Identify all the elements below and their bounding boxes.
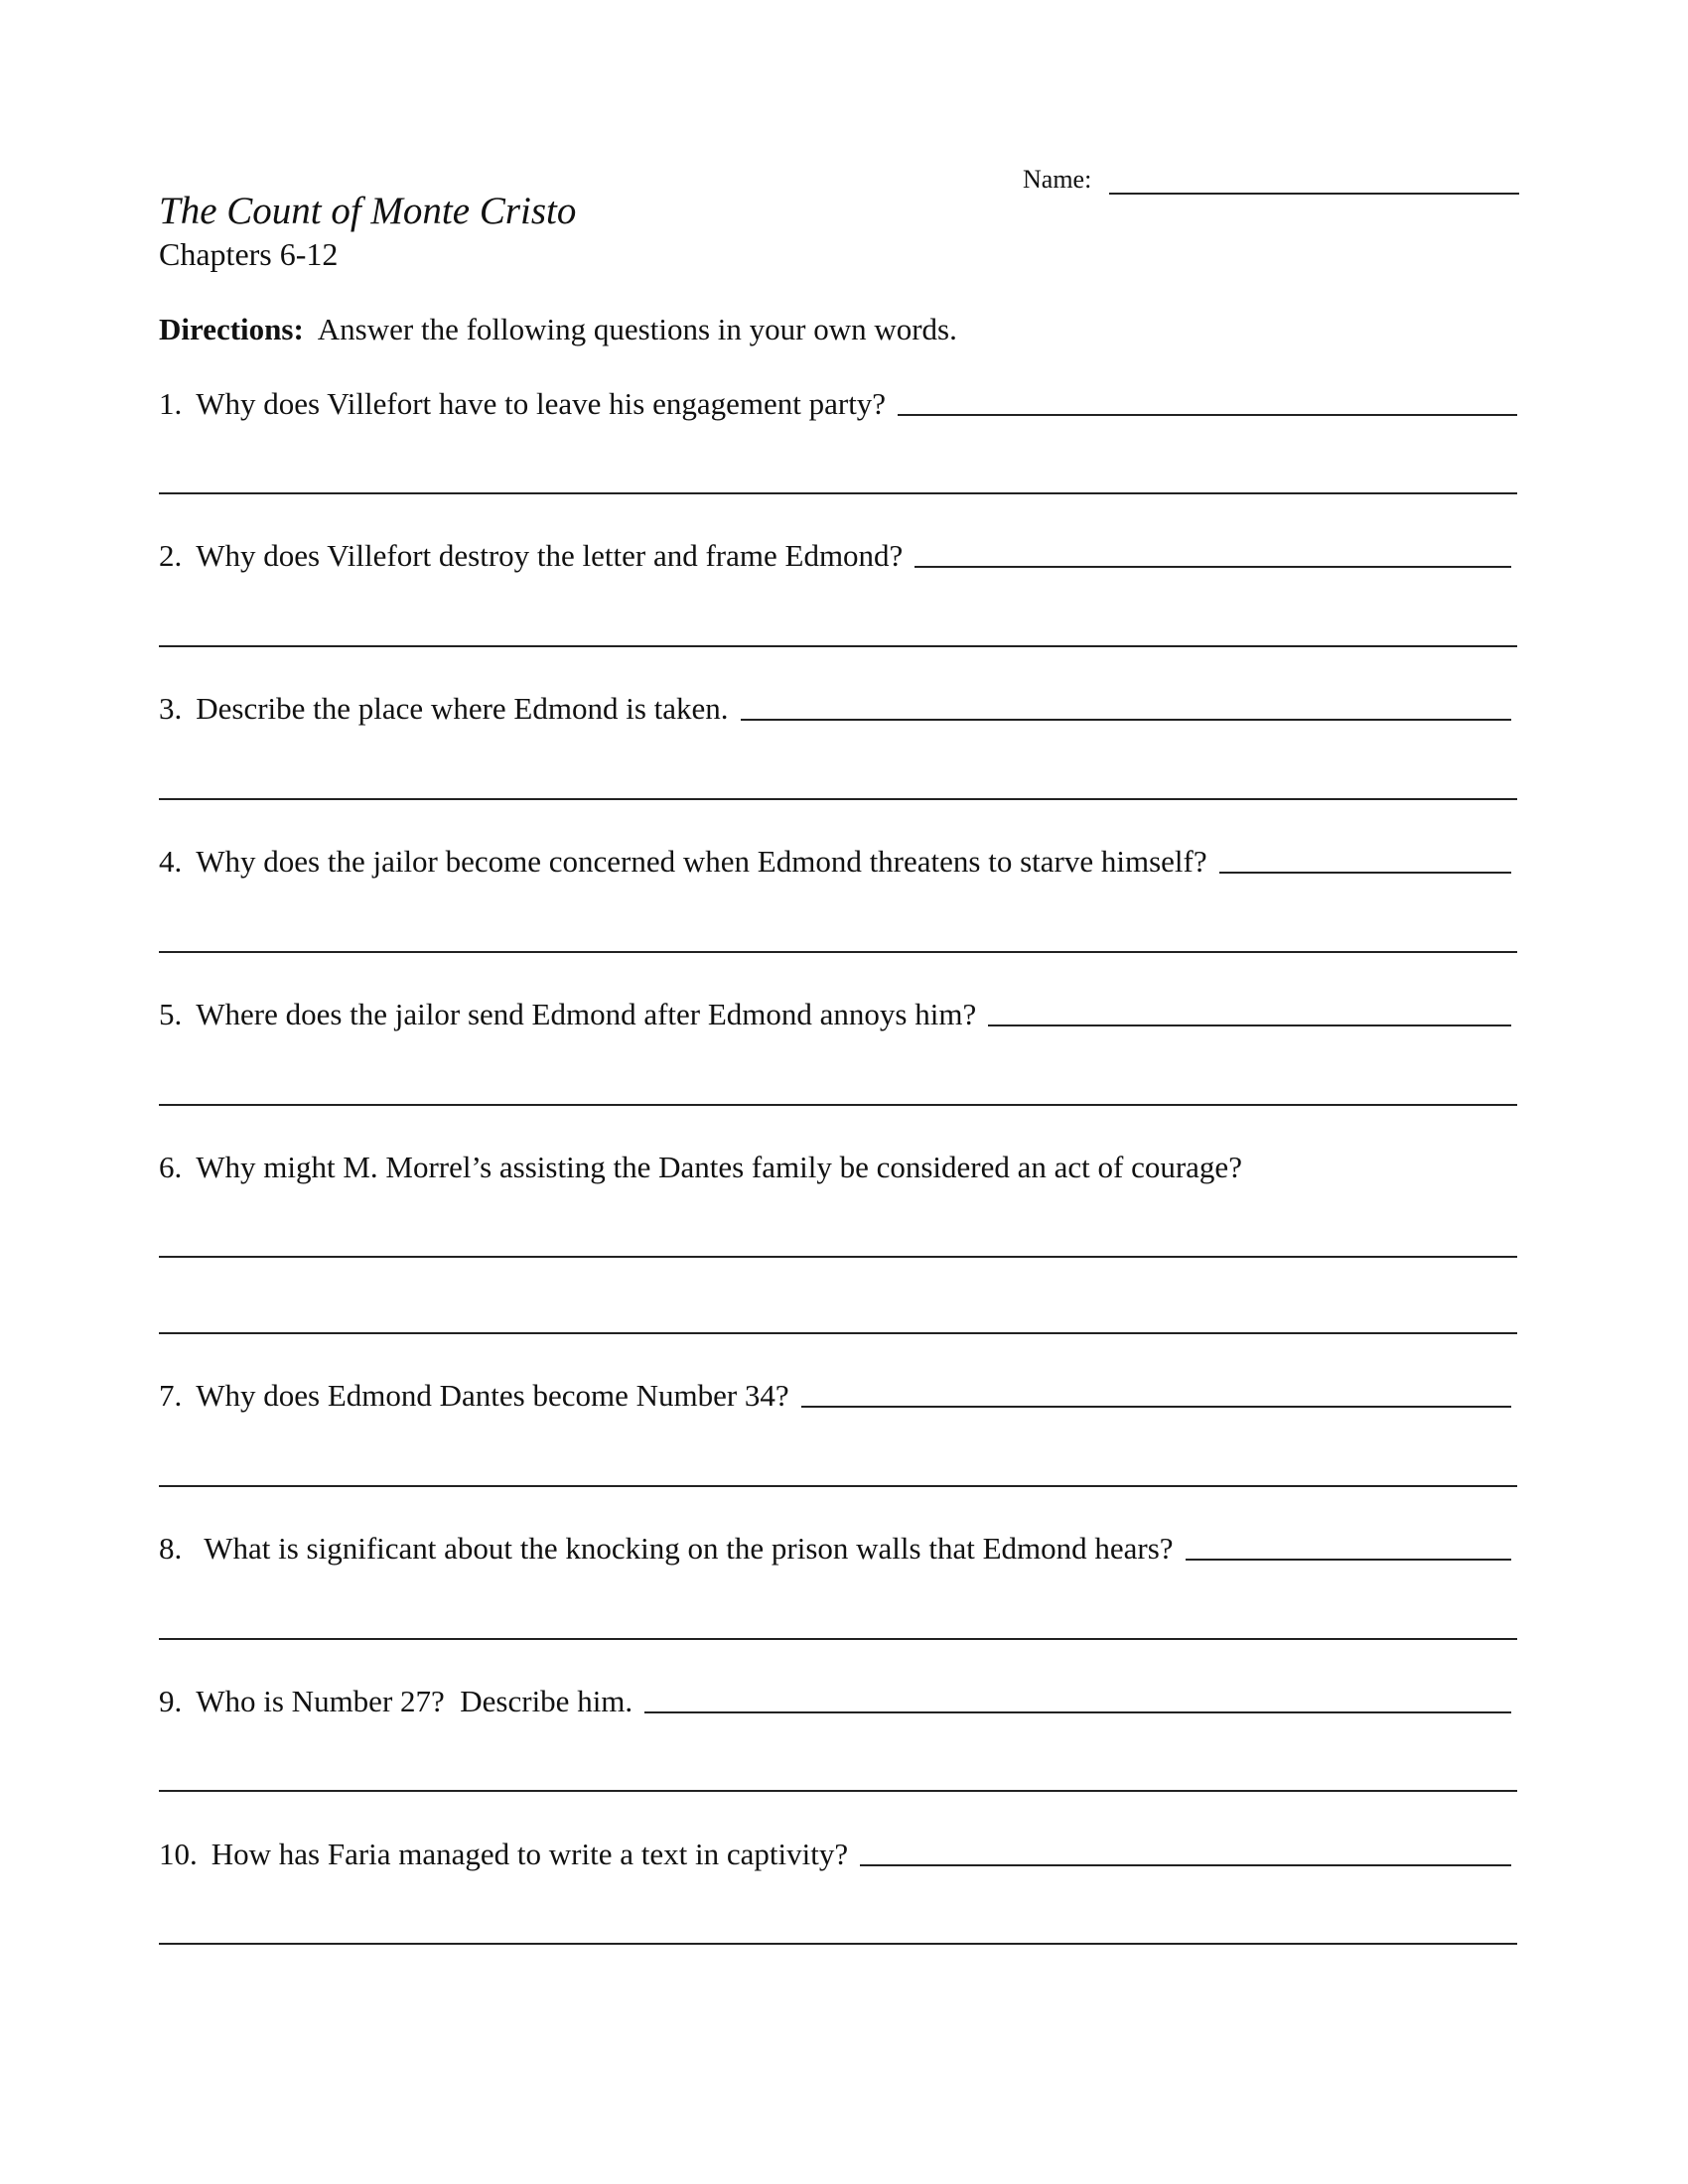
question-7 [159,1374,1517,1414]
question-number: 9. [159,1684,183,1718]
directions-text: Answer the following questions in your own words. [317,312,957,346]
question-6 [159,1146,1517,1185]
answer-line[interactable] [159,645,1517,647]
directions-label: Directions: [159,312,304,346]
answer-field[interactable] [914,566,1511,568]
question-number: 10. [159,1837,198,1871]
answer-line[interactable] [159,1485,1517,1487]
name-field[interactable] [1109,167,1519,195]
answer-line[interactable] [159,492,1517,494]
question-text: Why does Edmond Dantes become Number 34? [196,1378,789,1413]
answer-line[interactable] [159,1256,1517,1258]
question-3 [159,687,1517,727]
question-text: Why does Villefort destroy the letter and frame Edmond? [196,538,904,573]
question-text: Why might M. Morrel’s assisting the Dantes family be considered an act of courage? [196,1150,1242,1184]
answer-line[interactable] [159,1104,1517,1106]
question-text: Why does the jailor become concerned when Edmond threatens to starve himself? [196,844,1207,879]
answer-field[interactable] [988,1024,1511,1026]
question-2 [159,534,1517,574]
question-8 [159,1527,1517,1567]
answer-field[interactable] [1186,1559,1511,1561]
worksheet-subtitle: Chapters 6-12 [159,236,339,272]
answer-field[interactable] [801,1406,1511,1408]
question-number: 2. [159,538,183,573]
answer-line[interactable] [159,798,1517,800]
question-text: Describe the place where Edmond is taken. [196,691,729,726]
answer-line[interactable] [159,951,1517,953]
answer-line[interactable] [159,1638,1517,1640]
question-number: 3. [159,691,183,726]
answer-field[interactable] [1219,872,1511,874]
question-text: Why does Villefort have to leave his engagement party? [196,386,887,421]
question-text: What is significant about the knocking on the prison walls that Edmond hears? [204,1531,1174,1566]
answer-field[interactable] [644,1711,1511,1713]
question-number: 8. [159,1531,183,1566]
worksheet-title: The Count of Monte Cristo [159,190,577,232]
question-5 [159,993,1517,1032]
question-number: 5. [159,997,183,1031]
question-number: 4. [159,844,183,879]
question-text: How has Faria managed to write a text in captivity? [211,1837,849,1871]
answer-field[interactable] [741,719,1511,721]
answer-line[interactable] [159,1943,1517,1945]
question-number: 6. [159,1150,183,1184]
name-row [1023,159,1519,195]
answer-line[interactable] [159,1332,1517,1334]
question-10 [159,1833,1517,1872]
question-9 [159,1680,1517,1719]
question-1 [159,382,1517,422]
question-number: 7. [159,1378,183,1413]
question-text: Where does the jailor send Edmond after Edmond annoys him? [196,997,977,1031]
answer-field[interactable] [860,1864,1511,1866]
directions [159,312,957,347]
question-4 [159,840,1517,880]
question-number: 1. [159,386,183,421]
answer-field[interactable] [898,414,1517,416]
name-label: Name: [1023,165,1092,194]
question-text: Who is Number 27? Describe him. [196,1684,633,1718]
answer-line[interactable] [159,1790,1517,1792]
